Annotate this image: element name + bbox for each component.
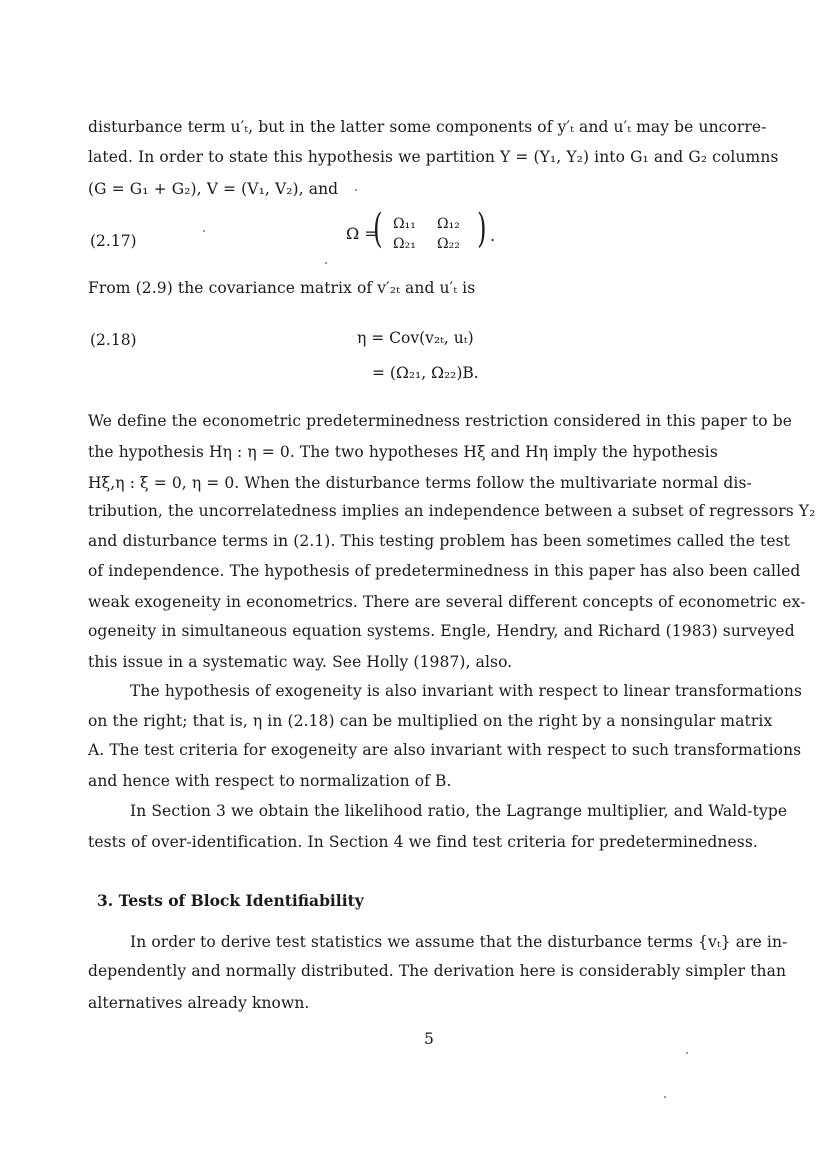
equation-2-17 [340,206,500,258]
scan-speck [325,262,327,264]
text-line: dependently and normally distributed. The derivation here is considerably simpler than [88,962,787,980]
scan-speck [686,1052,688,1054]
equation-2-18-line2: = (Ω₂₁, Ω₂₂)B. [372,364,479,382]
text-line: of independence. The hypothesis of predeterminedness in this paper has also been called [88,562,801,580]
equation-2-18-line1: η = Cov(v₂ₜ, uₜ) [357,329,474,347]
text-line: ogeneity in simultaneous equation systems. Engle, Hendry, and Richard (1983) surveyed [88,622,795,640]
scan-speck [664,1096,666,1098]
text-line: tribution, the uncorrelatedness implies an independence between a subset of regressors Y₂ [88,502,816,520]
matrix-cell: Ω₁₁ [393,216,416,232]
equation-lhs: Ω = [346,224,378,243]
matrix-cell: Ω₂₂ [437,236,460,252]
text-line: this issue in a systematic way. See Holly (1987), also. [88,653,513,671]
text-line: the hypothesis Hη : η = 0. The two hypotheses Hξ and Hη imply the hypothesis [88,443,718,461]
text-line: The hypothesis of exogeneity is also invariant with respect to linear transformations [130,682,803,700]
text-line: Hξ,η : ξ = 0, η = 0. When the disturbance terms follow the multivariate normal dis- [88,474,752,492]
left-paren: ( [373,206,383,252]
matrix-cell: Ω₁₂ [437,216,460,232]
section-heading: 3. Tests of Block Identifiability [97,891,364,910]
text-line: From (2.9) the covariance matrix of v′₂ₜ and u′ₜ is [88,279,476,297]
equation-label: (2.17) [90,232,137,250]
scan-speck [355,189,357,191]
text-line: alternatives already known. [88,994,310,1012]
text-line: and disturbance terms in (2.1). This testing problem has been sometimes called the test [88,532,791,550]
text-line: (G = G₁ + G₂), V = (V₁, V₂), and [88,180,339,198]
text-line: weak exogeneity in econometrics. There are several different concepts of econometric ex- [88,593,806,611]
text-line: We define the econometric predeterminedness restriction considered in this paper to be [88,412,793,430]
equation-label: (2.18) [90,331,137,349]
scan-speck [203,230,205,232]
text-line: tests of over-identification. In Section 4 we find test criteria for predeterminedness. [88,833,758,851]
matrix-cell: Ω₂₁ [393,236,416,252]
text-line: lated. In order to state this hypothesis we partition Y = (Y₁, Y₂) into G₁ and G₂ columns [88,148,779,166]
text-line: on the right; that is, η in (2.18) can be multiplied on the right by a nonsingular matrix [88,712,773,730]
right-paren: ) [477,206,487,252]
page-number: 5 [424,1030,434,1048]
text-line: A. The test criteria for exogeneity are also invariant with respect to such transformations [88,741,802,759]
text-line: disturbance term u′ₜ, but in the latter some components of y′ₜ and u′ₜ may be uncorre- [88,118,767,136]
text-line: and hence with respect to normalization of B. [88,772,452,790]
text-line: In Section 3 we obtain the likelihood ratio, the Lagrange multiplier, and Wald-type [130,802,788,820]
text-line: In order to derive test statistics we assume that the disturbance terms {vₜ} are in- [130,933,788,951]
equation-end: . [490,226,496,245]
